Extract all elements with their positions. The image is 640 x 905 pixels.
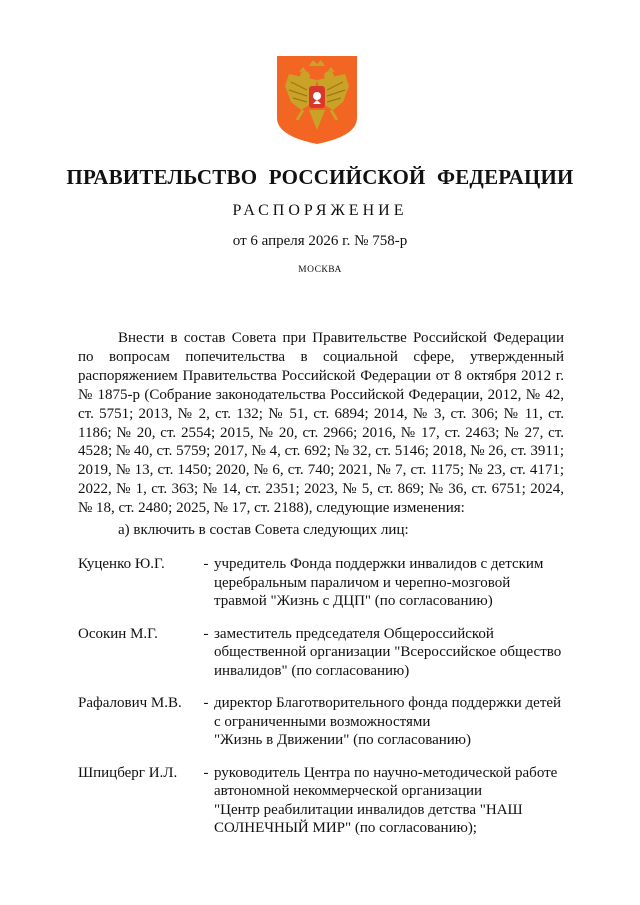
list-item <box>78 764 578 838</box>
member-description-line: общественной организации "Всероссийское общество <box>214 644 562 660</box>
member-description-line: с ограниченными возможностями <box>214 713 431 730</box>
member-dash: - <box>203 625 209 642</box>
item-a-text: а) включить в состав Совета следующих лиц: <box>118 522 409 538</box>
member-description-line: травмой "Жизнь с ДЦП" (по согласованию) <box>214 593 493 609</box>
list-item <box>78 555 578 611</box>
member-name: Рафалович М.В. <box>78 695 182 711</box>
member-dash: - <box>203 695 209 711</box>
member-description-line: автономной некоммерческой организации <box>214 783 483 799</box>
member-description <box>214 555 564 611</box>
member-description <box>214 694 564 750</box>
member-description-line: директор Благотворительного фонда поддержки детей <box>214 695 562 711</box>
member-description-line: "Жизнь в Движении" (по согласованию) <box>214 732 472 748</box>
member-description-line: церебральным параличом и черепно-мозговой <box>214 574 511 591</box>
member-description-line: учредитель Фонда поддержки инвалидов с детским <box>214 556 544 572</box>
main-paragraph: Внести в состав Совета при Правительстве Российской Федерации по вопросам попечительства в социальной сфере, утвержденный распоряжением Правительства Российской Федерации от 8 октября 2012 г. № 1875-р (Собрание законодательства Российской Федерации, 2012, № 42, ст. 5751; 2013, № 2, ст. 132; № 51, ст. 6894; 2014, № 3, ст. 306; № 11, ст. 1186; № 20, ст. 2554; 2015, № 20, ст. 2966; 2016, № 17, ст. 2463; № 27, ст. 4528; № 40, ст. 5759; 2017, № 4, ст. 692; № 32, ст. 5146; 2018, № 26, ст. 3911; 2019, № 13, ст. 1450; 2020, № 6, ст. 740; 2021, № 7, ст. 1175; № 23, ст. 4171; 2022, № 1, ст. 363; № 14, ст. 2351; 2023, № 5, ст. 869; № 36, ст. 6751; 2024, № 18, ст. 2480; 2025, № 17, ст. 2188), следующие изменения: <box>78 330 564 517</box>
document-type: РАСПОРЯЖЕНИЕ <box>232 202 408 219</box>
member-dash: - <box>203 556 209 572</box>
member-list <box>78 555 578 852</box>
document-city: МОСКВА <box>298 265 342 275</box>
member-description-line: заместитель председателя Общероссийской <box>214 625 494 642</box>
document-date: от 6 апреля 2026 г. № 758-р <box>232 233 408 249</box>
body-paragraph <box>78 329 564 518</box>
member-description-line: "Центр реабилитации инвалидов детства "НАШ <box>214 801 523 818</box>
member-name: Куценко Ю.Г. <box>78 556 165 572</box>
member-description-line: СОЛНЕЧНЫЙ МИР" (по согласованию); <box>214 820 477 836</box>
member-description <box>214 625 564 681</box>
member-description-line: инвалидов" (по согласованию) <box>214 662 410 679</box>
member-dash: - <box>203 764 209 781</box>
list-item <box>78 694 578 750</box>
member-description <box>214 764 564 838</box>
page-title: ПРАВИТЕЛЬСТВО РОССИЙСКОЙ ФЕДЕРАЦИИ <box>66 165 574 189</box>
coat-of-arms-icon <box>277 56 357 144</box>
member-name: Осокин М.Г. <box>78 625 158 642</box>
list-item <box>78 625 578 681</box>
member-description-line: руководитель Центра по научно-методической работе <box>214 764 558 781</box>
member-name: Шпицберг И.Л. <box>78 764 178 781</box>
